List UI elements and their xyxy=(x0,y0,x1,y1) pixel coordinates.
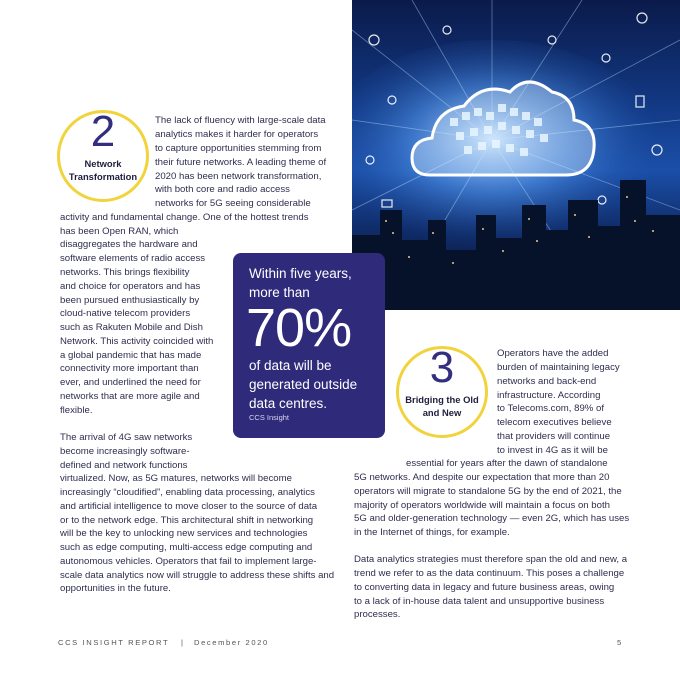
text-line: has been Open RAN, which xyxy=(60,226,179,237)
text-line: been pursued enthusiastically by xyxy=(60,295,200,306)
text-line: operators will migrate to standalone 5G by the end of 2021, the xyxy=(354,486,622,497)
text-line: analytics makes it harder for operators xyxy=(155,129,319,140)
section-number: 2 xyxy=(90,107,116,156)
text-line: to converting data in legacy and future business areas, owing xyxy=(354,582,615,593)
stat-callout xyxy=(233,253,385,438)
text-line: scale data analytics now will struggle to address these shifts and xyxy=(60,570,335,581)
stat-line4: generated outside xyxy=(249,377,358,392)
text-line: majority of operators worldwide will maintain a focus on both xyxy=(354,500,610,511)
footer-report-name: CCS INSIGHT REPORT xyxy=(58,638,170,647)
text-line: ever, and underlined the need for xyxy=(60,377,201,388)
text-line: such as Rakuten Mobile and Dish xyxy=(60,322,203,333)
text-line: software elements of radio access xyxy=(60,253,206,264)
text-line: such as edge computing, multi-access edge computing and xyxy=(60,542,313,553)
text-line: to capture opportunities stemming from xyxy=(155,143,322,154)
text-line: a global pandemic that has made xyxy=(60,350,202,361)
section-title-line2: and New xyxy=(422,407,462,418)
text-line: networks that are more agile and xyxy=(60,391,200,402)
stat-line3: of data will be xyxy=(249,358,332,373)
text-line: Network. This activity coincided with xyxy=(60,336,214,347)
text-line: infrastructure. According xyxy=(497,390,601,401)
text-line: defined and network functions xyxy=(60,460,188,471)
text-line: their future networks. A leading theme of xyxy=(155,157,327,168)
text-line: activity and fundamental change. One of the hottest trends xyxy=(60,212,309,223)
text-line: increasingly “cloudified”, enabling data processing, analytics xyxy=(60,487,315,498)
text-line: will be the key to unlocking new services and technologies xyxy=(60,528,308,539)
text-line: networks. This brings flexibility xyxy=(60,267,190,278)
text-line: essential for years after the dawn of standalone xyxy=(406,458,608,469)
text-line: virtualized. Now, as 5G matures, networks will become xyxy=(60,473,292,484)
text-line: to invest in 4G as it will be xyxy=(497,445,608,456)
text-line: networks and back-end xyxy=(497,376,597,387)
text-line: processes. xyxy=(354,609,401,620)
section-title-line1: Network xyxy=(84,158,122,169)
text-line: 5G networks. And despite our expectation that more than 20 xyxy=(354,472,610,483)
text-line: connectivity more important than xyxy=(60,363,199,374)
text-line: burden of maintaining legacy xyxy=(497,362,620,373)
text-line: to a lack of in-house data talent and unsupportive business xyxy=(354,596,605,607)
text-line: become increasingly software- xyxy=(60,446,190,457)
section-2-badge xyxy=(57,107,149,202)
stat-line2: more than xyxy=(249,285,310,300)
text-line: telecom executives believe xyxy=(497,417,612,428)
footer-separator: | xyxy=(181,638,185,647)
section-3-badge xyxy=(396,343,488,438)
text-line: trend we refer to as the data continuum. This poses a challenge xyxy=(354,568,625,579)
text-line: and artificial intelligence to move closer to the source of data xyxy=(60,501,318,512)
stat-value: 70% xyxy=(246,298,352,358)
text-line: to Telecoms.com, 89% of xyxy=(497,403,605,414)
stat-source: CCS Insight xyxy=(249,413,290,422)
section-number: 3 xyxy=(429,343,455,392)
text-line: and choice for operators and has xyxy=(60,281,201,292)
page-number: 5 xyxy=(617,638,622,647)
text-line: cloud-native telecom providers xyxy=(60,308,191,319)
text-line: The arrival of 4G saw networks xyxy=(60,432,193,443)
text-line: or to the network edge. This architectural shift in networking xyxy=(60,515,314,526)
text-line: that providers will continue xyxy=(497,431,611,442)
text-line: 5G and older-generation technology — even 2G, which has uses xyxy=(354,513,630,524)
text-line: Operators have the added xyxy=(497,348,609,359)
text-line: with both core and radio access xyxy=(155,184,290,195)
smart-city-cloud-image xyxy=(352,0,680,310)
text-line: flexible. xyxy=(60,405,93,416)
text-line: networks for 5G seeing considerable xyxy=(155,198,311,209)
stat-line1: Within five years, xyxy=(249,266,352,281)
smart-city-illustration xyxy=(352,0,680,310)
text-line: The lack of fluency with large-scale data xyxy=(155,115,326,126)
text-line: autonomous vehicles. Operators that fail to implement large- xyxy=(60,556,317,567)
text-line: opportunities in the future. xyxy=(60,583,171,594)
text-line: Data analytics strategies must therefore span the old and new, a xyxy=(354,554,628,565)
text-line: in the Internet of things, for example. xyxy=(354,527,510,538)
section-title-line2: Transformation xyxy=(68,171,138,182)
text-line: disaggregates the hardware and xyxy=(60,239,198,250)
stat-line5: data centres. xyxy=(249,396,328,411)
text-line: 2020 has been network transformation, xyxy=(155,171,322,182)
section-title-line1: Bridging the Old xyxy=(405,394,479,405)
footer-date: December 2020 xyxy=(194,638,269,647)
